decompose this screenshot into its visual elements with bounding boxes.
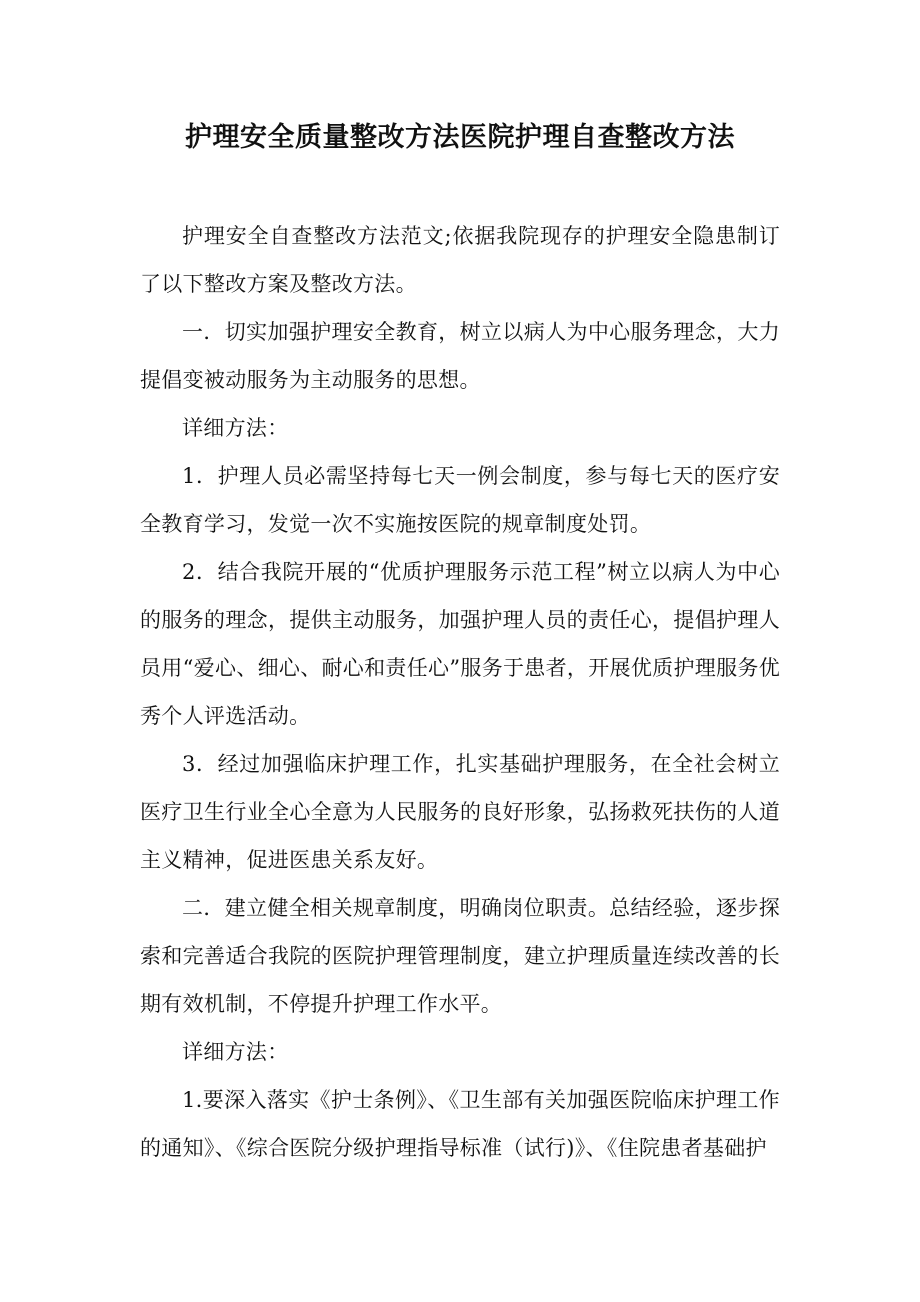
paragraph-item-3: 3．经过加强临床护理工作，扎实基础护理服务，在全社会树立医疗卫生行业全心全意为人民服务的良好形象，弘扬救死扶伤的人道主义精神，促进医患关系友好。 <box>140 752 780 872</box>
paragraph-section-2: 二．建立健全相关规章制度，明确岗位职责。总结经验，逐步探索和完善适合我院的医院护理管理制度，建立护理质量连续改善的长期有效机制，不停提升护理工作水平。 <box>140 896 780 1016</box>
paragraph-section-1: 一．切实加强护理安全教育，树立以病人为中心服务理念，大力提倡变被动服务为主动服务的思想。 <box>140 320 780 392</box>
paragraph-item-2: 2．结合我院开展的“优质护理服务示范工程”树立以病人为中心的服务的理念，提供主动服务，加强护理人员的责任心，提倡护理人员用“爱心、细心、耐心和责任心”服务于患者，开展优质护理服务优秀个人评选活动。 <box>140 560 780 728</box>
paragraph-item-1: 1．护理人员必需坚持每七天一例会制度，参与每七天的医疗安全教育学习，发觉一次不实施按医院的规章制度处罚。 <box>140 464 780 536</box>
document-title: 护理安全质量整改方法医院护理自查整改方法 <box>185 122 735 153</box>
document-body <box>140 212 780 1172</box>
paragraph-item-1-b: 1.要深入落实《护士条例》、《卫生部有关加强医院临床护理工作的通知》、《综合医院分级护理指导标准（试行)》、《住院患者基础护 <box>140 1088 780 1160</box>
paragraph-methods-heading: 详细方法： <box>182 416 289 440</box>
paragraph-methods-heading-2: 详细方法： <box>182 1040 289 1064</box>
paragraph-intro: 护理安全自查整改方法范文;依据我院现存的护理安全隐患制订了以下整改方案及整改方法。 <box>140 224 780 296</box>
